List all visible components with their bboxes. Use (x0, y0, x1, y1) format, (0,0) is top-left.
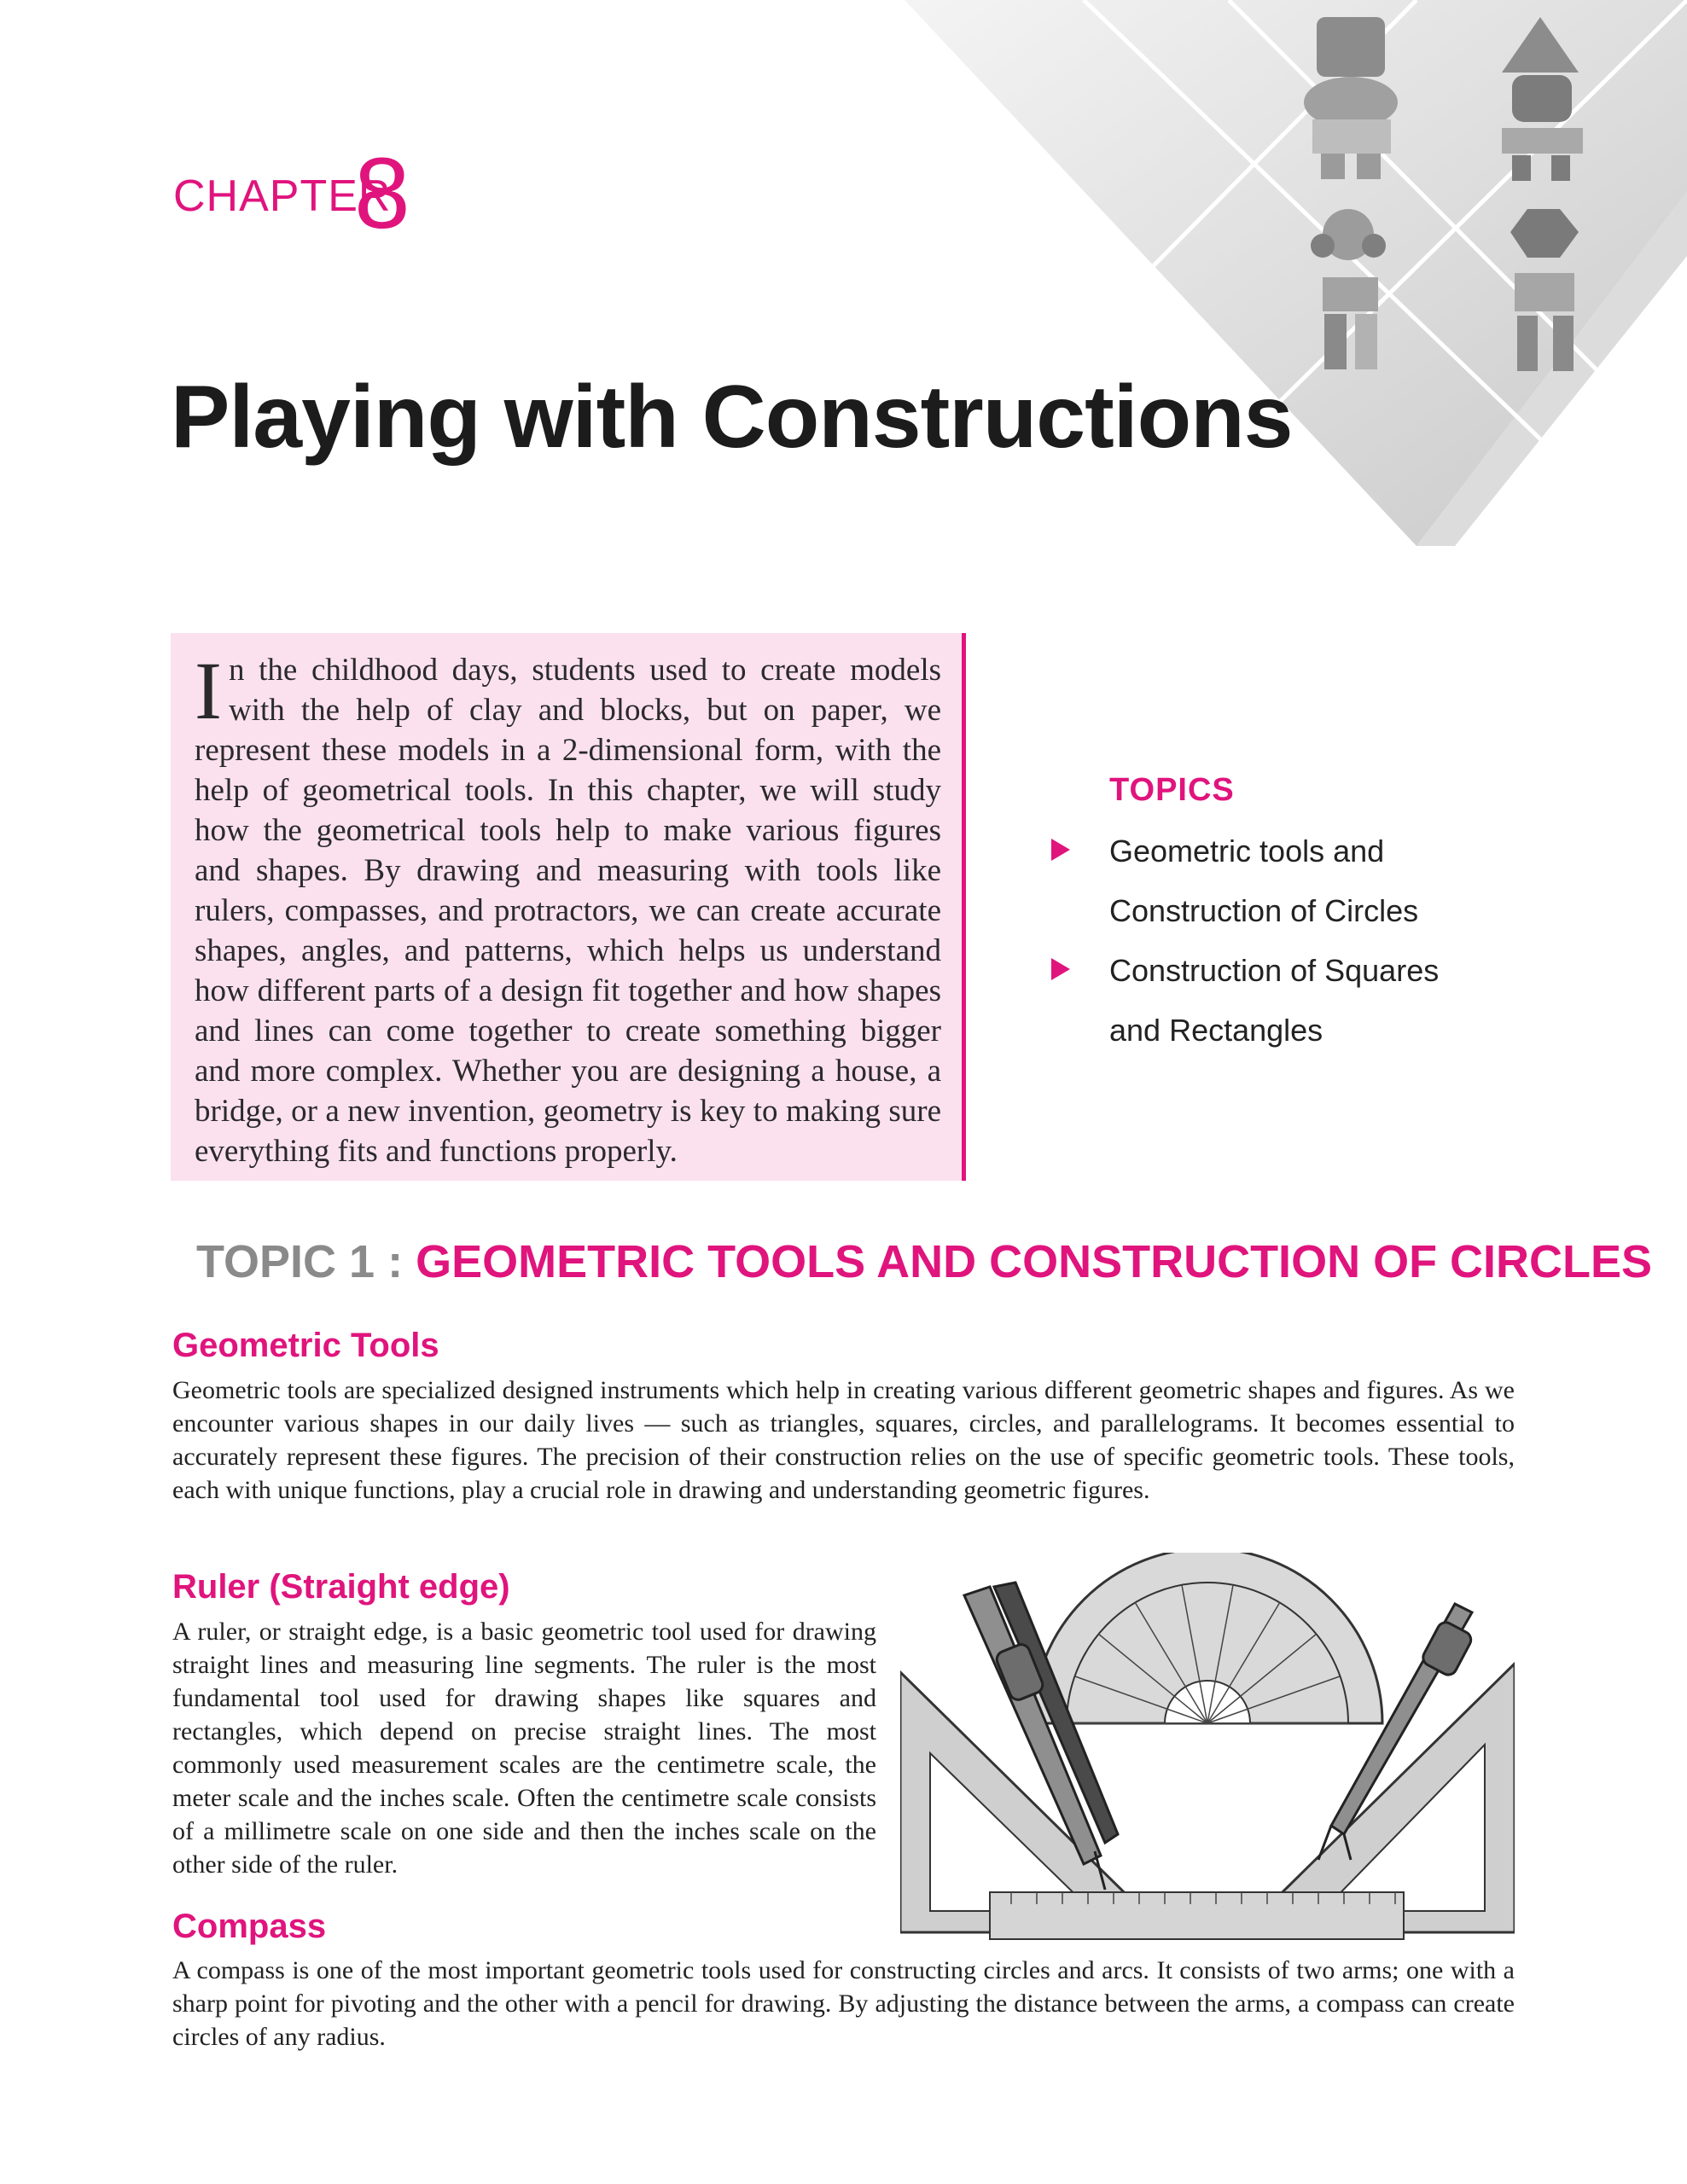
ruler-heading: Ruler (Straight edge) (172, 1568, 510, 1606)
topic-item-1-line-1: Geometric tools and (1109, 834, 1385, 868)
ruler-icon (990, 1892, 1404, 1939)
intro-box (171, 633, 966, 1181)
topic-item-2-line-1: Construction of Squares (1109, 953, 1440, 988)
intro-paragraph (195, 645, 941, 1171)
ruler-text: A ruler, or straight edge, is a basic geometric tool used for drawing straight lines and measuring line segments. The ruler is the most fundamental tool used for drawing shapes like squares and rectangles, which depend on precise straight lines. The most commonly used measurement scales are the centimetre scale, the meter scale and the inches scale. Often the centimetre scale consists of a millimetre scale on one side and then the inches scale on the other side of the ruler. (172, 1618, 876, 1879)
topic-item-1-line-2: Construction of Circles (1109, 893, 1419, 928)
topic-1-number: TOPIC 1 : (196, 1236, 416, 1287)
topics-heading: TOPICS (1109, 772, 1235, 808)
geometric-tools-heading: Geometric Tools (172, 1327, 439, 1364)
geometric-tools-text: Geometric tools are specialized designed instruments which help in creating various different geometric shapes and figures. As we encounter various shapes in our daily lives — such as triangles, squares, circles, and parallelograms. It becomes essential to accurately represent these figures. The precision of their construction relies on the use of specific geometric tools. These tools, each with unique functions, play a crucial role in drawing and understanding geometric figures. (172, 1376, 1515, 1504)
chapter-label: CHAPTER (173, 171, 392, 221)
intro-text: n the childhood days, students used to create models with the help of clay and blocks, but on paper, we represent these models in a 2-dimensional form, with the help of geometrical tools. In this chapter, we will study how the geometrical tools help to make various figures and shapes. By drawing and measuring with tools like rulers, compasses, and protractors, we can create accurate shapes, angles, and patterns, which helps us understand how different parts of a design fit together and how shapes and lines can come together to create something bigger and more complex. Whether you are designing a house, a bridge, or a new invention, geometry is key to making sure everything fits and functions properly. (195, 653, 941, 1169)
topic-1-name: GEOMETRIC TOOLS AND CONSTRUCTION OF CIRCLES (416, 1236, 1653, 1287)
page-title: Playing with Constructions (171, 368, 1293, 467)
compass-heading: Compass (172, 1908, 327, 1945)
topic-1-heading (196, 1235, 1652, 1288)
topic-item-2 (1051, 941, 1580, 1060)
compass-text: A compass is one of the most important geometric tools used for constructing circles and arcs. It consists of two arms; one with a sharp point for pivoting and the other with a pencil for drawing. By adjusting the distance between the arms, a compass can create circles of any radius. (172, 1956, 1515, 2051)
topic-item-2-line-2: and Rectangles (1109, 1013, 1323, 1048)
topic-bullet-icon (1051, 839, 1070, 861)
topic-bullet-icon (1051, 958, 1070, 980)
protractor-icon (1033, 1553, 1382, 1723)
topic-item-1 (1051, 822, 1580, 941)
chapter-number: 8 (354, 137, 410, 250)
header-decoration (905, 0, 1687, 555)
intro-dropcap: I (195, 645, 222, 736)
geometry-tools-illustration (900, 1553, 1515, 1945)
